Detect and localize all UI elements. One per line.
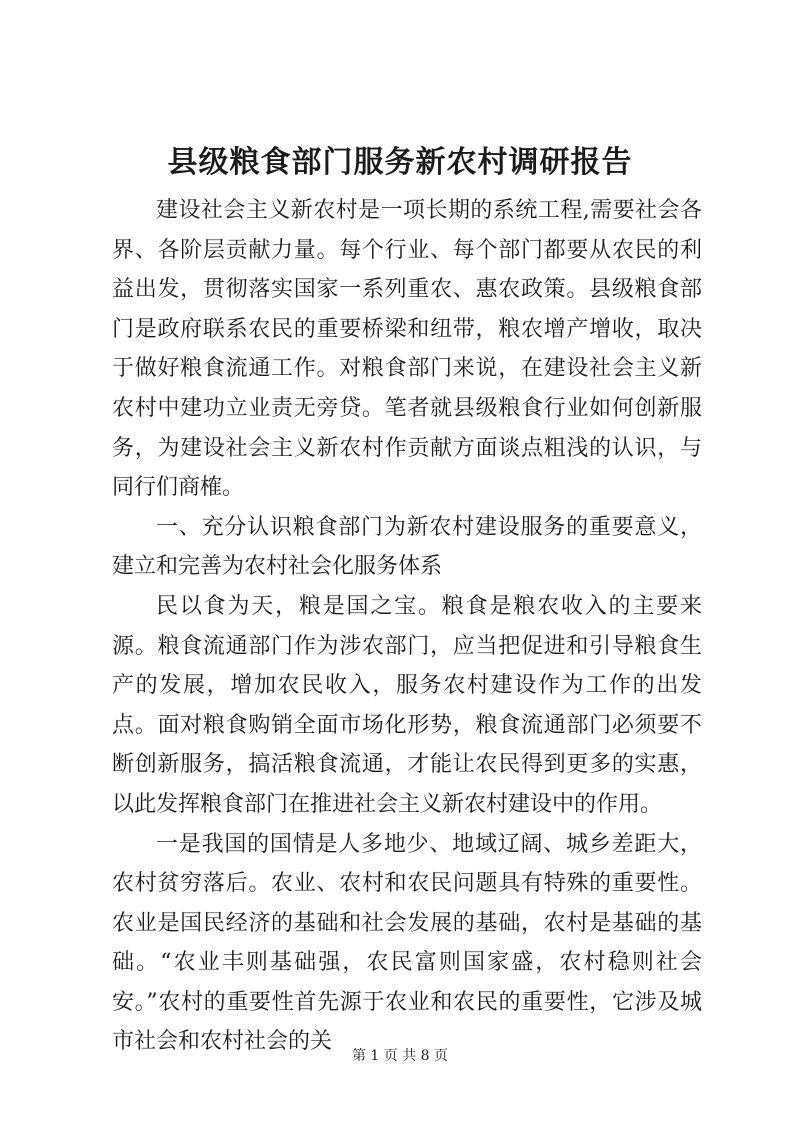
paragraph-national-conditions: 一是我国的国情是人多地少、地域辽阔、城乡差距大，农村贫穷落后。农业、农村和农民问题具有特殊的重要性。农业是国民经济的基础和社会发展的基础，农村是基础的基础。“农业丰则基础强，农民富则国家盛，农村稳则社会安。”农村的重要性首先源于农业和农民的重要性，它涉及城市社会和农村社会的关 — [112, 831, 702, 1055]
document-title: 县级粮食部门服务新农村调研报告 — [167, 145, 633, 180]
page-footer: 第 1 页 共 8 页 — [351, 1048, 449, 1064]
paragraph-food-importance: 民以食为天，粮是国之宝。粮食是粮农收入的主要来源。粮食流通部门作为涉农部门，应当把促进和引导粮食生产的发展，增加农民收入，服务农村建设作为工作的出发点。面对粮食购销全面市场化形势，粮食流通部门必须要不断创新服务，搞活粮食流通，才能让农民得到更多的实惠，以此发挥粮食部门在推进社会主义新农村建设中的作用。 — [112, 593, 702, 817]
document-body — [112, 191, 702, 1062]
paragraph-section-heading: 一、充分认识粮食部门为新农村建设服务的重要意义，建立和完善为农村社会化服务体系 — [112, 514, 702, 580]
paragraph-intro: 建设社会主义新农村是一项长期的系统工程,需要社会各界、各阶层贡献力量。每个行业、每个部门都要从农民的利益出发，贯彻落实国家一系列重农、惠农政策。县级粮食部门是政府联系农民的重要桥梁和纽带，粮农增产增收，取决于做好粮食流通工作。对粮食部门来说，在建设社会主义新农村中建功立业责无旁贷。笔者就县级粮食行业如何创新服务，为建设社会主义新农村作贡献方面谈点粗浅的认识，与同行们商榷。 — [112, 198, 702, 501]
